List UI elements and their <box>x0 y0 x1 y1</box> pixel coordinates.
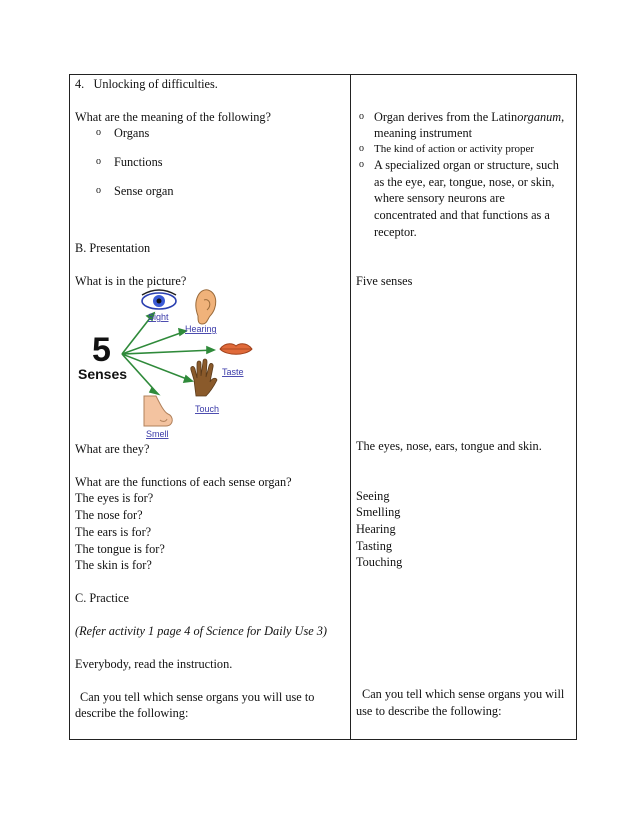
answer-touching: Touching <box>356 555 403 569</box>
ear-icon <box>196 290 216 324</box>
organ-question-tongue: The tongue is for? <box>75 542 165 556</box>
definition-organs: Organ derives from the Latinorganum, <box>374 110 565 124</box>
functions-question: What are the functions of each sense organ? <box>75 475 292 489</box>
definition-sense-organ-line-2: as the eye, ear, tongue, nose, or skin, <box>374 175 555 189</box>
term-organs: Organs <box>114 126 150 140</box>
bullet-icon: o <box>96 156 101 167</box>
tell-question-line-2: describe the following: <box>75 706 189 720</box>
section-heading: 4. Unlocking of difficulties. <box>75 77 218 91</box>
read-instruction: Everybody, read the instruction. <box>75 657 233 671</box>
arrow-touch <box>122 354 192 381</box>
organ-question-ears: The ears is for? <box>75 525 152 539</box>
column-divider <box>350 74 351 740</box>
label-smell: Smell <box>146 429 169 439</box>
they-answer: The eyes, nose, ears, tongue and skin. <box>356 439 542 453</box>
label-sight: Sight <box>148 312 169 322</box>
bullet-icon: o <box>96 185 101 196</box>
definition-sense-organ-line-1: A specialized organ or structure, such <box>374 158 559 172</box>
right-tell-line-1: Can you tell which sense organs you will <box>362 687 565 701</box>
bullet-icon: o <box>359 111 364 122</box>
five-senses-figure <box>74 286 264 442</box>
eye-icon <box>142 290 176 309</box>
label-taste: Taste <box>222 367 244 377</box>
bullet-icon: o <box>359 159 364 170</box>
definition-functions: The kind of action or activity proper <box>374 143 535 155</box>
definition-sense-organ-line-5: receptor. <box>374 225 417 239</box>
organ-question-nose: The nose for? <box>75 508 143 522</box>
definition-organs-line-2: meaning instrument <box>374 126 473 140</box>
tell-question-line-1: Can you tell which sense organs you will use to <box>80 690 315 704</box>
five-senses-answer: Five senses <box>356 274 413 288</box>
label-touch: Touch <box>195 404 220 414</box>
term-sense-organ: Sense organ <box>114 184 174 198</box>
presentation-heading: B. Presentation <box>75 241 151 255</box>
answer-smelling: Smelling <box>356 505 401 519</box>
practice-heading: C. Practice <box>75 591 129 605</box>
arrowhead <box>150 388 158 394</box>
bullet-icon: o <box>96 127 101 138</box>
answer-tasting: Tasting <box>356 539 393 553</box>
meaning-question: What are the meaning of the following? <box>75 110 271 124</box>
arrow-taste <box>122 350 214 354</box>
arrowhead <box>207 347 214 353</box>
arrowhead <box>184 376 192 382</box>
answer-seeing: Seeing <box>356 489 390 503</box>
lips-icon <box>220 344 252 355</box>
label-hearing: Hearing <box>185 324 217 334</box>
picture-question: What is in the picture? <box>75 274 187 288</box>
bullet-icon: o <box>359 143 364 154</box>
figure-number: 5 <box>92 331 111 369</box>
what-are-they: What are they? <box>75 442 150 456</box>
refer-activity: (Refer activity 1 page 4 of Science for Daily Use 3) <box>75 624 328 638</box>
term-functions: Functions <box>114 155 163 169</box>
answer-hearing: Hearing <box>356 522 396 536</box>
organ-question-eyes: The eyes is for? <box>75 491 154 505</box>
right-tell-line-2: use to describe the following: <box>356 704 502 718</box>
organ-question-skin: The skin is for? <box>75 558 152 572</box>
nose-icon <box>144 396 172 426</box>
figure-word: Senses <box>78 366 128 382</box>
definition-sense-organ-line-4: concentrated and that functions as a <box>374 208 550 222</box>
hand-icon <box>191 359 217 396</box>
definition-sense-organ-line-3: where sensory neurons are <box>374 191 505 205</box>
